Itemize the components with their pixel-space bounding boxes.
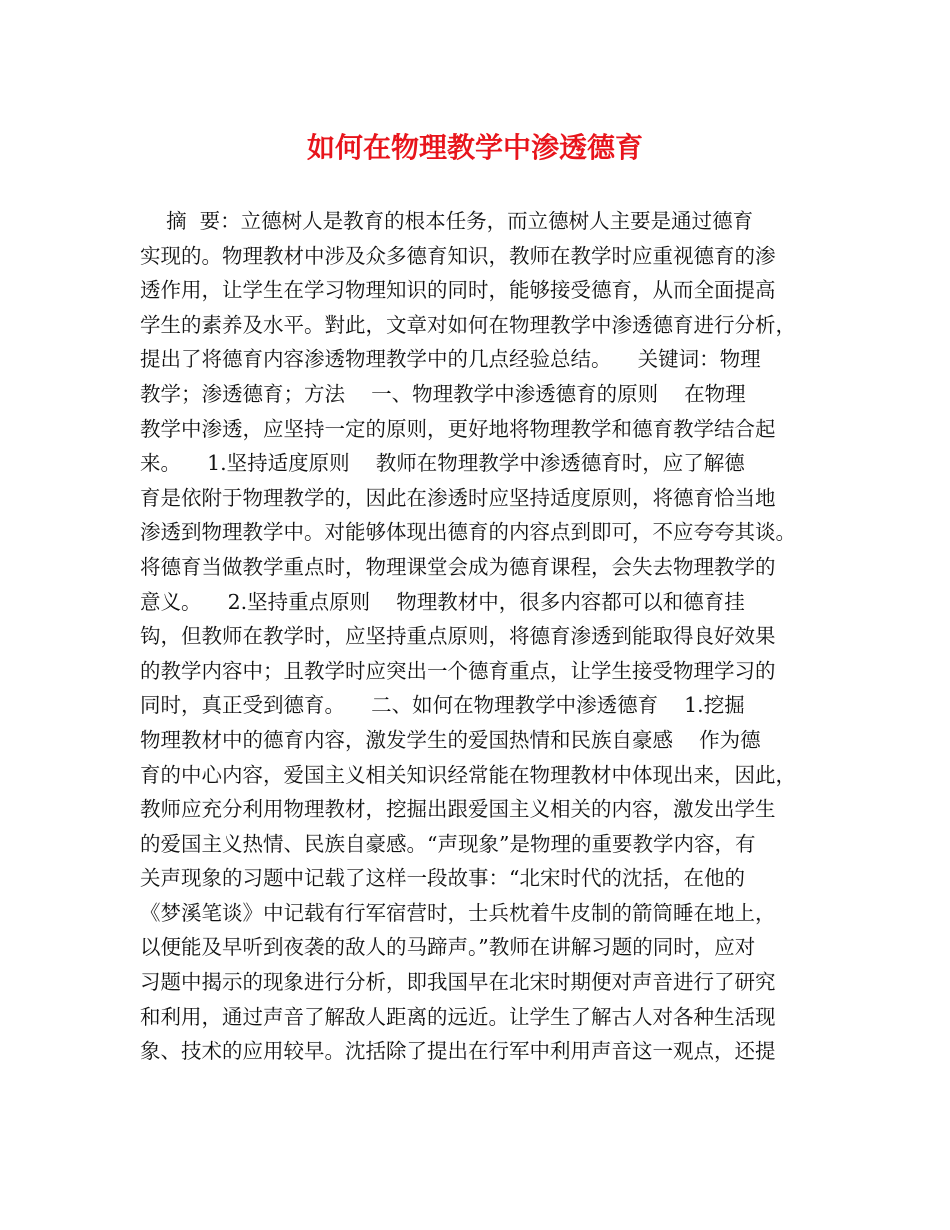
body-line: 摘 要：立德树人是教育的根本任务，而立德树人主要是通过德育 — [140, 209, 754, 233]
body-line: 透作用，让学生在学习物理知识的同时，能够接受德育，从而全面提高 — [140, 278, 776, 303]
document-body — [140, 204, 820, 1069]
body-line: 来。 1.坚持适度原则 教师在物理教学中渗透德育时，应了解德 — [140, 451, 745, 476]
body-line: 育是依附于物理教学的，因此在渗透时应坚持适度原则，将德育恰当地 — [140, 485, 776, 510]
body-line: 教师应充分利用物理教材，挖掘出跟爱国主义相关的内容，激发出学生 — [140, 797, 776, 822]
body-line: 提出了将德育内容渗透物理教学中的几点经验总结。 关键词：物理 — [140, 347, 761, 372]
body-line: 渗透到物理教学中。对能够体现出德育的内容点到即可，不应夸夸其谈。 — [140, 520, 796, 545]
body-line: 物理教材中的德育内容，激发学生的爱国热情和民族自豪感 作为德 — [140, 727, 761, 752]
body-line: 学生的素养及水平。對此，文章对如何在物理教学中渗透德育进行分析， — [140, 312, 796, 337]
body-line: 同时，真正受到德育。 二、如何在物理教学中渗透德育 1.挖掘 — [140, 693, 745, 718]
body-line: 意义。 2.坚持重点原则 物理教材中，很多内容都可以和德育挂 — [140, 589, 745, 614]
body-line: 教学中渗透，应坚持一定的原则，更好地将物理教学和德育教学结合起 — [140, 416, 776, 441]
body-line: 以便能及早听到夜袭的敌人的马蹄声。”教师在讲解习题的同时，应对 — [140, 935, 756, 960]
body-line: 的爱国主义热情、民族自豪感。“声现象”是物理的重要教学内容，有 — [140, 831, 756, 856]
document-title: 如何在物理教学中渗透德育 — [306, 131, 643, 164]
body-line: 和利用，通过声音了解敌人距离的远近。让学生了解古人对各种生活现 — [140, 1004, 776, 1029]
body-line: 的教学内容中；且教学时应突出一个德育重点，让学生接受物理学习的 — [140, 658, 776, 683]
body-line: 习题中揭示的现象进行分析，即我国早在北宋时期便对声音进行了研究 — [140, 970, 776, 995]
body-line: 钩，但教师在教学时，应坚持重点原则，将德育渗透到能取得良好效果 — [140, 624, 776, 649]
body-line: 将德育当做教学重点时，物理课堂会成为德育课程，会失去物理教学的 — [140, 554, 776, 579]
body-line: 《梦溪笔谈》中记载有行军宿营时，士兵枕着牛皮制的箭筒睡在地上， — [140, 900, 776, 925]
body-line: 实现的。物理教材中涉及众多德育知识，教师在教学时应重视德育的渗 — [140, 243, 776, 268]
body-line: 育的中心内容，爱国主义相关知识经常能在物理教材中体现出来，因此， — [140, 762, 796, 787]
body-line: 教学；渗透德育；方法 一、物理教学中渗透德育的原则 在物理 — [140, 381, 746, 406]
body-line: 关声现象的习题中记载了这样一段故事：“北宋时代的沈括，在他的 — [140, 866, 745, 891]
body-line: 象、技术的应用较早。沈括除了提出在行军中利用声音这一观点，还提 — [140, 1039, 776, 1064]
